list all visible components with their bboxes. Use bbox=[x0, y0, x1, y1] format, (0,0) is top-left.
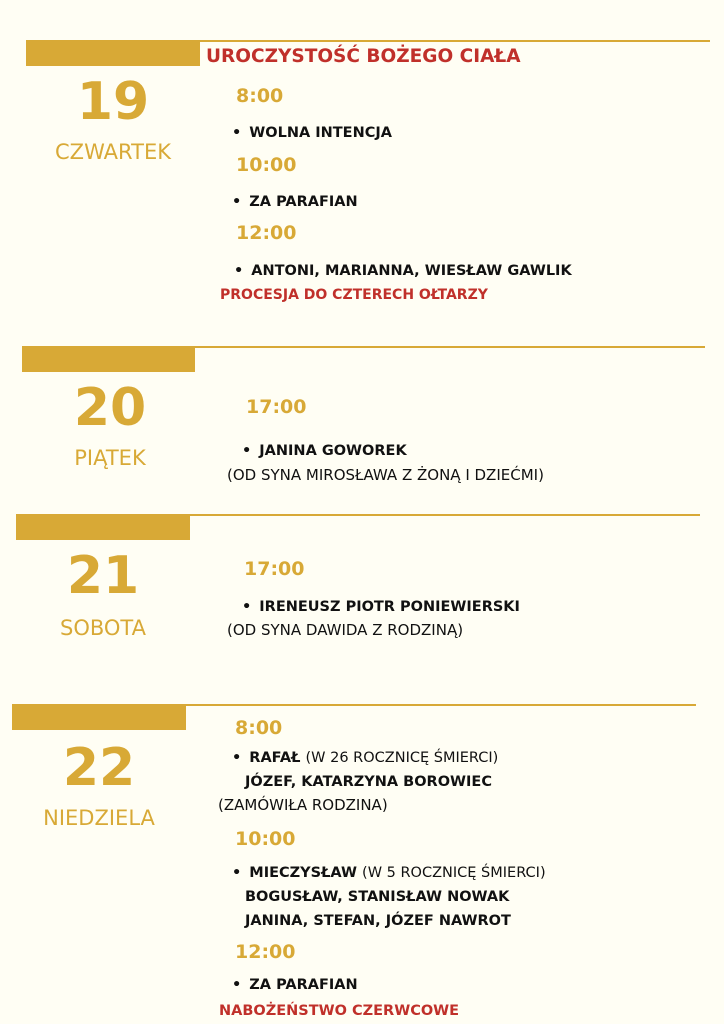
intention-item bbox=[232, 195, 358, 210]
bullet-icon: • bbox=[242, 443, 252, 459]
bullet-icon: • bbox=[232, 750, 242, 766]
intention-item bbox=[245, 914, 511, 929]
mass-time: 10:00 bbox=[235, 828, 296, 850]
day-number: 22 bbox=[62, 738, 136, 798]
event-footer: NABOŻEŃSTWO CZERWCOWE bbox=[219, 1003, 460, 1019]
day-number: 20 bbox=[73, 378, 147, 438]
mass-time: 12:00 bbox=[235, 941, 296, 963]
bullet-icon: • bbox=[232, 194, 242, 210]
mass-time: 17:00 bbox=[246, 396, 307, 418]
bullet-icon: • bbox=[234, 263, 244, 279]
intention-text: ANTONI, MARIANNA, WIESŁAW GAWLIK bbox=[251, 263, 572, 279]
day-divider-line bbox=[200, 40, 710, 42]
intention-note: (W 5 ROCZNICĘ ŚMIERCI) bbox=[362, 865, 546, 881]
day-divider-line bbox=[195, 346, 705, 348]
day-name: SOBOTA bbox=[60, 616, 146, 640]
intention-item bbox=[242, 600, 520, 615]
intention-item bbox=[232, 866, 546, 881]
day-header-bar bbox=[26, 40, 200, 66]
intention-note: (ZAMÓWIŁA RODZINA) bbox=[218, 796, 388, 814]
bullet-icon: • bbox=[242, 599, 252, 615]
mass-time: 12:00 bbox=[236, 222, 297, 244]
bullet-icon: • bbox=[232, 125, 242, 141]
intention-item bbox=[232, 978, 358, 993]
day-number: 19 bbox=[76, 72, 150, 132]
intention-text: ZA PARAFIAN bbox=[249, 194, 358, 210]
day-header-bar bbox=[22, 346, 195, 372]
day-number: 21 bbox=[66, 546, 140, 606]
intention-item bbox=[232, 126, 392, 141]
day-divider-line bbox=[186, 704, 696, 706]
intention-text: IRENEUSZ PIOTR PONIEWIERSKI bbox=[259, 599, 520, 615]
intention-note: (W 26 ROCZNICĘ ŚMIERCI) bbox=[305, 750, 499, 766]
day-name: NIEDZIELA bbox=[43, 806, 155, 830]
day-name: CZWARTEK bbox=[55, 140, 171, 164]
day-title: UROCZYSTOŚĆ BOŻEGO CIAŁA bbox=[206, 46, 521, 67]
intention-text: JÓZEF, KATARZYNA BOROWIEC bbox=[245, 774, 492, 790]
mass-time: 10:00 bbox=[236, 154, 297, 176]
intention-note: (OD SYNA DAWIDA Z RODZINĄ) bbox=[227, 621, 464, 639]
event-footer: PROCESJA DO CZTERECH OŁTARZY bbox=[220, 287, 488, 303]
intention-item bbox=[245, 890, 509, 905]
intention-item bbox=[232, 751, 498, 766]
day-name: PIĄTEK bbox=[74, 446, 146, 470]
intention-item bbox=[242, 444, 407, 459]
intention-note: (OD SYNA MIROSŁAWA Z ŻONĄ I DZIEĆMI) bbox=[227, 466, 544, 484]
mass-time: 8:00 bbox=[236, 85, 284, 107]
day-divider-line bbox=[190, 514, 700, 516]
intention-text: ZA PARAFIAN bbox=[249, 977, 358, 993]
intention-text: RAFAŁ bbox=[249, 750, 301, 766]
day-header-bar bbox=[12, 704, 186, 730]
intention-text: JANINA GOWOREK bbox=[259, 443, 407, 459]
intention-text: JANINA, STEFAN, JÓZEF NAWROT bbox=[245, 913, 511, 929]
day-header-bar bbox=[16, 514, 190, 540]
intention-text: MIECZYSŁAW bbox=[249, 865, 357, 881]
intention-text: BOGUSŁAW, STANISŁAW NOWAK bbox=[245, 889, 510, 905]
mass-time: 17:00 bbox=[244, 558, 305, 580]
intention-item bbox=[245, 775, 492, 790]
intention-text: WOLNA INTENCJA bbox=[249, 125, 392, 141]
bullet-icon: • bbox=[232, 865, 242, 881]
mass-time: 8:00 bbox=[235, 717, 283, 739]
intention-item bbox=[234, 264, 572, 279]
bullet-icon: • bbox=[232, 977, 242, 993]
